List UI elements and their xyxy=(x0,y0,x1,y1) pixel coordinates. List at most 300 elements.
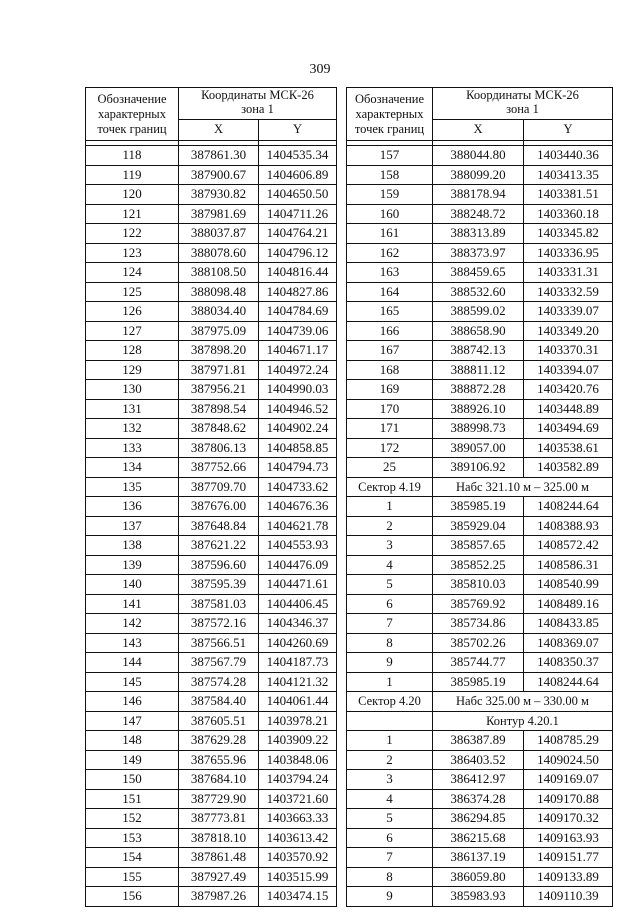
point-number-cell: 4 xyxy=(347,789,433,809)
point-number-cell: 151 xyxy=(86,789,179,809)
table-row xyxy=(86,614,337,634)
table-body-right xyxy=(347,141,613,907)
table-row xyxy=(347,282,613,302)
table-row xyxy=(86,731,337,751)
x-coordinate-cell: 387752.66 xyxy=(179,458,259,478)
coordinates-header xyxy=(433,88,613,120)
elevation-range-cell: Набс 325.00 м – 330.00 м xyxy=(433,692,613,712)
table-row xyxy=(86,224,337,244)
y-coordinate-cell: 1408489.16 xyxy=(524,594,613,614)
table-row xyxy=(347,438,613,458)
table-body-left xyxy=(86,141,337,907)
table-row xyxy=(347,302,613,322)
x-coordinate-cell: 387648.84 xyxy=(179,516,259,536)
x-coordinate-cell: 387861.30 xyxy=(179,146,259,166)
table-row xyxy=(347,263,613,283)
x-coordinate-cell: 388926.10 xyxy=(433,399,524,419)
x-coordinate-cell: 388532.60 xyxy=(433,282,524,302)
y-coordinate-cell: 1403474.15 xyxy=(259,887,337,907)
table-row xyxy=(347,809,613,829)
x-coordinate-cell: 387709.70 xyxy=(179,477,259,497)
table-row xyxy=(86,692,337,712)
table-row xyxy=(86,887,337,907)
x-coordinate-cell: 387956.21 xyxy=(179,380,259,400)
point-number-cell: 139 xyxy=(86,555,179,575)
x-coordinate-cell: 385985.19 xyxy=(433,672,524,692)
table-row xyxy=(347,575,613,595)
x-coordinate-cell: 387806.13 xyxy=(179,438,259,458)
x-coordinate-cell: 388599.02 xyxy=(433,302,524,322)
contour-empty-cell xyxy=(347,711,433,731)
x-coordinate-cell: 388248.72 xyxy=(433,204,524,224)
point-number-cell: 118 xyxy=(86,146,179,166)
y-coordinate-cell: 1404676.36 xyxy=(259,497,337,517)
x-coordinate-cell: 387729.90 xyxy=(179,789,259,809)
point-number-cell: 167 xyxy=(347,341,433,361)
x-coordinate-cell: 387684.10 xyxy=(179,770,259,790)
point-number-cell: 5 xyxy=(347,809,433,829)
table-row xyxy=(86,458,337,478)
table-row xyxy=(347,497,613,517)
x-coordinate-cell: 386412.97 xyxy=(433,770,524,790)
table-row xyxy=(347,828,613,848)
table-row xyxy=(347,419,613,439)
table-row xyxy=(347,360,613,380)
point-number-cell: 170 xyxy=(347,399,433,419)
point-number-cell: 5 xyxy=(347,575,433,595)
table-row xyxy=(347,633,613,653)
x-coordinate-cell: 387655.96 xyxy=(179,750,259,770)
point-number-cell: 2 xyxy=(347,516,433,536)
table-row xyxy=(86,750,337,770)
point-number-cell: 138 xyxy=(86,536,179,556)
point-number-cell: 8 xyxy=(347,633,433,653)
y-coordinate-cell: 1409133.89 xyxy=(524,867,613,887)
point-number-cell: 134 xyxy=(86,458,179,478)
table-row xyxy=(86,809,337,829)
coordinates-header-line: Координаты МСК-26 xyxy=(466,88,579,102)
point-number-cell: 150 xyxy=(86,770,179,790)
designation-header-line: точек границ xyxy=(97,121,167,136)
x-coordinate-cell: 387927.49 xyxy=(179,867,259,887)
point-number-cell: 127 xyxy=(86,321,179,341)
x-coordinate-cell: 385810.03 xyxy=(433,575,524,595)
point-number-cell: 158 xyxy=(347,165,433,185)
table-row xyxy=(86,399,337,419)
x-coordinate-cell: 389106.92 xyxy=(433,458,524,478)
table-row xyxy=(86,672,337,692)
point-number-cell: 146 xyxy=(86,692,179,712)
table-row xyxy=(347,399,613,419)
y-coordinate-cell: 1403538.61 xyxy=(524,438,613,458)
table-row xyxy=(86,302,337,322)
x-column-header: X xyxy=(433,120,524,141)
x-coordinate-cell: 387848.62 xyxy=(179,419,259,439)
point-number-cell: 147 xyxy=(86,711,179,731)
table-row xyxy=(86,789,337,809)
x-coordinate-cell: 387595.39 xyxy=(179,575,259,595)
x-coordinate-cell: 387773.81 xyxy=(179,809,259,829)
x-coordinate-cell: 385702.26 xyxy=(433,633,524,653)
y-coordinate-cell: 1409163.93 xyxy=(524,828,613,848)
x-coordinate-cell: 387584.40 xyxy=(179,692,259,712)
point-number-cell: 129 xyxy=(86,360,179,380)
point-number-cell: 169 xyxy=(347,380,433,400)
table-row xyxy=(347,341,613,361)
table-row xyxy=(86,848,337,868)
point-number-cell: 168 xyxy=(347,360,433,380)
table-row xyxy=(347,224,613,244)
point-number-cell: 166 xyxy=(347,321,433,341)
point-number-cell: 6 xyxy=(347,828,433,848)
table-row xyxy=(86,321,337,341)
x-coordinate-cell: 386215.68 xyxy=(433,828,524,848)
x-column-header: X xyxy=(179,120,259,141)
point-number-cell: 123 xyxy=(86,243,179,263)
designation-header-line: характерных xyxy=(98,106,166,121)
x-coordinate-cell: 385985.19 xyxy=(433,497,524,517)
y-coordinate-cell: 1409170.32 xyxy=(524,809,613,829)
point-number-cell: 161 xyxy=(347,224,433,244)
table-row xyxy=(347,204,613,224)
x-coordinate-cell: 388872.28 xyxy=(433,380,524,400)
point-number-cell: 132 xyxy=(86,419,179,439)
x-coordinate-cell: 385769.92 xyxy=(433,594,524,614)
y-coordinate-cell: 1403370.31 xyxy=(524,341,613,361)
point-number-cell: 142 xyxy=(86,614,179,634)
point-number-cell: 131 xyxy=(86,399,179,419)
point-number-cell: 140 xyxy=(86,575,179,595)
point-number-cell: 1 xyxy=(347,497,433,517)
y-coordinate-cell: 1408433.85 xyxy=(524,614,613,634)
y-coordinate-cell: 1404794.73 xyxy=(259,458,337,478)
contour-row xyxy=(347,711,613,731)
table-row xyxy=(347,887,613,907)
y-coordinate-cell: 1409110.39 xyxy=(524,887,613,907)
y-coordinate-cell: 1404650.50 xyxy=(259,185,337,205)
table-row xyxy=(347,380,613,400)
y-coordinate-cell: 1404733.62 xyxy=(259,477,337,497)
designation-header-line: Обозначение xyxy=(97,91,167,106)
point-number-cell: 121 xyxy=(86,204,179,224)
y-coordinate-cell: 1409170.88 xyxy=(524,789,613,809)
coordinates-header xyxy=(179,88,337,120)
point-number-cell: 135 xyxy=(86,477,179,497)
table-row xyxy=(86,653,337,673)
x-coordinate-cell: 385852.25 xyxy=(433,555,524,575)
sector-label-cell: Сектор 4.19 xyxy=(347,477,433,497)
table-row xyxy=(86,867,337,887)
table-row xyxy=(86,146,337,166)
y-coordinate-cell: 1404796.12 xyxy=(259,243,337,263)
y-coordinate-cell: 1404711.26 xyxy=(259,204,337,224)
x-coordinate-cell: 388178.94 xyxy=(433,185,524,205)
y-coordinate-cell: 1403440.36 xyxy=(524,146,613,166)
x-coordinate-cell: 388078.60 xyxy=(179,243,259,263)
table-row xyxy=(347,770,613,790)
designation-header-line: точек границ xyxy=(354,121,425,136)
y-coordinate-cell: 1403721.60 xyxy=(259,789,337,809)
designation-header xyxy=(86,88,179,141)
y-coordinate-cell: 1403336.95 xyxy=(524,243,613,263)
y-coordinate-cell: 1404121.32 xyxy=(259,672,337,692)
table-row xyxy=(347,750,613,770)
point-number-cell: 133 xyxy=(86,438,179,458)
table-row xyxy=(347,185,613,205)
table-row xyxy=(86,380,337,400)
coordinates-header-line: Координаты МСК-26 xyxy=(201,88,314,102)
y-coordinate-cell: 1404946.52 xyxy=(259,399,337,419)
x-coordinate-cell: 388037.87 xyxy=(179,224,259,244)
point-number-cell: 122 xyxy=(86,224,179,244)
y-coordinate-cell: 1403349.20 xyxy=(524,321,613,341)
y-coordinate-cell: 1403515.99 xyxy=(259,867,337,887)
y-coordinate-cell: 1403663.33 xyxy=(259,809,337,829)
y-coordinate-cell: 1403331.31 xyxy=(524,263,613,283)
table-row xyxy=(347,146,613,166)
point-number-cell: 165 xyxy=(347,302,433,322)
point-number-cell: 25 xyxy=(347,458,433,478)
x-coordinate-cell: 386137.19 xyxy=(433,848,524,868)
y-coordinate-cell: 1404816.44 xyxy=(259,263,337,283)
table-row xyxy=(347,594,613,614)
table-row xyxy=(86,263,337,283)
point-number-cell: 7 xyxy=(347,614,433,634)
point-number-cell: 8 xyxy=(347,867,433,887)
designation-header-line: характерных xyxy=(355,106,424,121)
y-coordinate-cell: 1403613.42 xyxy=(259,828,337,848)
table-row xyxy=(347,516,613,536)
x-coordinate-cell: 387596.60 xyxy=(179,555,259,575)
table-row xyxy=(347,848,613,868)
table-row xyxy=(86,633,337,653)
y-coordinate-cell: 1404972.24 xyxy=(259,360,337,380)
point-number-cell: 136 xyxy=(86,497,179,517)
table-row xyxy=(86,828,337,848)
table-row xyxy=(347,243,613,263)
y-coordinate-cell: 1404827.86 xyxy=(259,282,337,302)
x-coordinate-cell: 387605.51 xyxy=(179,711,259,731)
table-row xyxy=(86,341,337,361)
y-coordinate-cell: 1404553.93 xyxy=(259,536,337,556)
y-column-header: Y xyxy=(524,120,613,141)
x-coordinate-cell: 387981.69 xyxy=(179,204,259,224)
table-row xyxy=(347,867,613,887)
x-coordinate-cell: 386403.52 xyxy=(433,750,524,770)
point-number-cell: 144 xyxy=(86,653,179,673)
y-coordinate-cell: 1403413.35 xyxy=(524,165,613,185)
table-row xyxy=(347,165,613,185)
x-coordinate-cell: 388099.20 xyxy=(433,165,524,185)
y-coordinate-cell: 1404471.61 xyxy=(259,575,337,595)
point-number-cell: 141 xyxy=(86,594,179,614)
x-coordinate-cell: 388108.50 xyxy=(179,263,259,283)
point-number-cell: 9 xyxy=(347,887,433,907)
table-row xyxy=(86,516,337,536)
point-number-cell: 7 xyxy=(347,848,433,868)
point-number-cell: 128 xyxy=(86,341,179,361)
x-coordinate-cell: 388459.65 xyxy=(433,263,524,283)
y-coordinate-cell: 1408350.37 xyxy=(524,653,613,673)
coordinates-header-line: зона 1 xyxy=(241,102,274,116)
y-coordinate-cell: 1403381.51 xyxy=(524,185,613,205)
y-coordinate-cell: 1408586.31 xyxy=(524,555,613,575)
table-row xyxy=(86,575,337,595)
x-coordinate-cell: 387581.03 xyxy=(179,594,259,614)
x-coordinate-cell: 388098.48 xyxy=(179,282,259,302)
x-coordinate-cell: 387900.67 xyxy=(179,165,259,185)
y-coordinate-cell: 1404621.78 xyxy=(259,516,337,536)
y-coordinate-cell: 1403794.24 xyxy=(259,770,337,790)
y-coordinate-cell: 1408572.42 xyxy=(524,536,613,556)
y-coordinate-cell: 1408244.64 xyxy=(524,497,613,517)
table-row xyxy=(86,185,337,205)
y-coordinate-cell: 1404606.89 xyxy=(259,165,337,185)
y-coordinate-cell: 1404784.69 xyxy=(259,302,337,322)
table-row xyxy=(86,555,337,575)
point-number-cell: 125 xyxy=(86,282,179,302)
x-coordinate-cell: 387629.28 xyxy=(179,731,259,751)
point-number-cell: 137 xyxy=(86,516,179,536)
y-coordinate-cell: 1403448.89 xyxy=(524,399,613,419)
sector-row xyxy=(347,692,613,712)
y-coordinate-cell: 1408785.29 xyxy=(524,731,613,751)
coordinates-table-left xyxy=(85,87,337,907)
table-row xyxy=(86,711,337,731)
sector-label-cell: Сектор 4.20 xyxy=(347,692,433,712)
y-coordinate-cell: 1404902.24 xyxy=(259,419,337,439)
page-number: 309 xyxy=(309,62,331,77)
point-number-cell: 145 xyxy=(86,672,179,692)
y-coordinate-cell: 1403360.18 xyxy=(524,204,613,224)
point-number-cell: 9 xyxy=(347,653,433,673)
y-coordinate-cell: 1404061.44 xyxy=(259,692,337,712)
x-coordinate-cell: 385734.86 xyxy=(433,614,524,634)
y-coordinate-cell: 1403909.22 xyxy=(259,731,337,751)
y-coordinate-cell: 1403332.59 xyxy=(524,282,613,302)
elevation-range-cell: Набс 321.10 м – 325.00 м xyxy=(433,477,613,497)
point-number-cell: 155 xyxy=(86,867,179,887)
point-number-cell: 148 xyxy=(86,731,179,751)
designation-header xyxy=(347,88,433,141)
y-coordinate-cell: 1408388.93 xyxy=(524,516,613,536)
x-coordinate-cell: 385983.93 xyxy=(433,887,524,907)
y-coordinate-cell: 1404858.85 xyxy=(259,438,337,458)
table-row xyxy=(86,204,337,224)
point-number-cell: 157 xyxy=(347,146,433,166)
y-coordinate-cell: 1404990.03 xyxy=(259,380,337,400)
point-number-cell: 3 xyxy=(347,770,433,790)
point-number-cell: 154 xyxy=(86,848,179,868)
y-coordinate-cell: 1409151.77 xyxy=(524,848,613,868)
coordinates-header-line: зона 1 xyxy=(506,102,539,116)
y-coordinate-cell: 1403978.21 xyxy=(259,711,337,731)
table-row xyxy=(347,321,613,341)
x-coordinate-cell: 388034.40 xyxy=(179,302,259,322)
y-coordinate-cell: 1409169.07 xyxy=(524,770,613,790)
x-coordinate-cell: 387898.54 xyxy=(179,399,259,419)
point-number-cell: 162 xyxy=(347,243,433,263)
point-number-cell: 159 xyxy=(347,185,433,205)
y-coordinate-cell: 1408244.64 xyxy=(524,672,613,692)
x-coordinate-cell: 385744.77 xyxy=(433,653,524,673)
x-coordinate-cell: 388373.97 xyxy=(433,243,524,263)
y-coordinate-cell: 1404764.21 xyxy=(259,224,337,244)
y-coordinate-cell: 1403582.89 xyxy=(524,458,613,478)
point-number-cell: 3 xyxy=(347,536,433,556)
y-coordinate-cell: 1404476.09 xyxy=(259,555,337,575)
x-coordinate-cell: 388313.89 xyxy=(433,224,524,244)
x-coordinate-cell: 387971.81 xyxy=(179,360,259,380)
x-coordinate-cell: 388044.80 xyxy=(433,146,524,166)
x-coordinate-cell: 388742.13 xyxy=(433,341,524,361)
point-number-cell: 120 xyxy=(86,185,179,205)
x-coordinate-cell: 386387.89 xyxy=(433,731,524,751)
table-row xyxy=(347,789,613,809)
x-coordinate-cell: 387861.48 xyxy=(179,848,259,868)
x-coordinate-cell: 387574.28 xyxy=(179,672,259,692)
table-row xyxy=(347,653,613,673)
x-coordinate-cell: 387818.10 xyxy=(179,828,259,848)
point-number-cell: 149 xyxy=(86,750,179,770)
table-row xyxy=(347,555,613,575)
point-number-cell: 171 xyxy=(347,419,433,439)
point-number-cell: 1 xyxy=(347,731,433,751)
x-coordinate-cell: 389057.00 xyxy=(433,438,524,458)
designation-header-line: Обозначение xyxy=(354,91,425,106)
y-column-header: Y xyxy=(259,120,337,141)
point-number-cell: 2 xyxy=(347,750,433,770)
table-row xyxy=(347,536,613,556)
x-coordinate-cell: 388811.12 xyxy=(433,360,524,380)
y-coordinate-cell: 1403494.69 xyxy=(524,419,613,439)
x-coordinate-cell: 385857.65 xyxy=(433,536,524,556)
x-coordinate-cell: 387987.26 xyxy=(179,887,259,907)
y-coordinate-cell: 1408540.99 xyxy=(524,575,613,595)
x-coordinate-cell: 387567.79 xyxy=(179,653,259,673)
x-coordinate-cell: 386059.80 xyxy=(433,867,524,887)
y-coordinate-cell: 1403420.76 xyxy=(524,380,613,400)
x-coordinate-cell: 386374.28 xyxy=(433,789,524,809)
point-number-cell: 143 xyxy=(86,633,179,653)
y-coordinate-cell: 1403394.07 xyxy=(524,360,613,380)
y-coordinate-cell: 1404346.37 xyxy=(259,614,337,634)
x-coordinate-cell: 387898.20 xyxy=(179,341,259,361)
point-number-cell: 153 xyxy=(86,828,179,848)
sector-row xyxy=(347,477,613,497)
x-coordinate-cell: 387975.09 xyxy=(179,321,259,341)
table-row xyxy=(86,165,337,185)
x-coordinate-cell: 387572.16 xyxy=(179,614,259,634)
y-coordinate-cell: 1403339.07 xyxy=(524,302,613,322)
x-coordinate-cell: 387930.82 xyxy=(179,185,259,205)
point-number-cell: 119 xyxy=(86,165,179,185)
x-coordinate-cell: 387676.00 xyxy=(179,497,259,517)
table-row xyxy=(86,243,337,263)
point-number-cell: 163 xyxy=(347,263,433,283)
point-number-cell: 6 xyxy=(347,594,433,614)
y-coordinate-cell: 1409024.50 xyxy=(524,750,613,770)
x-coordinate-cell: 387621.22 xyxy=(179,536,259,556)
table-row xyxy=(86,477,337,497)
point-number-cell: 4 xyxy=(347,555,433,575)
table-row xyxy=(347,672,613,692)
x-coordinate-cell: 388998.73 xyxy=(433,419,524,439)
point-number-cell: 1 xyxy=(347,672,433,692)
point-number-cell: 156 xyxy=(86,887,179,907)
y-coordinate-cell: 1408369.07 xyxy=(524,633,613,653)
y-coordinate-cell: 1403570.92 xyxy=(259,848,337,868)
